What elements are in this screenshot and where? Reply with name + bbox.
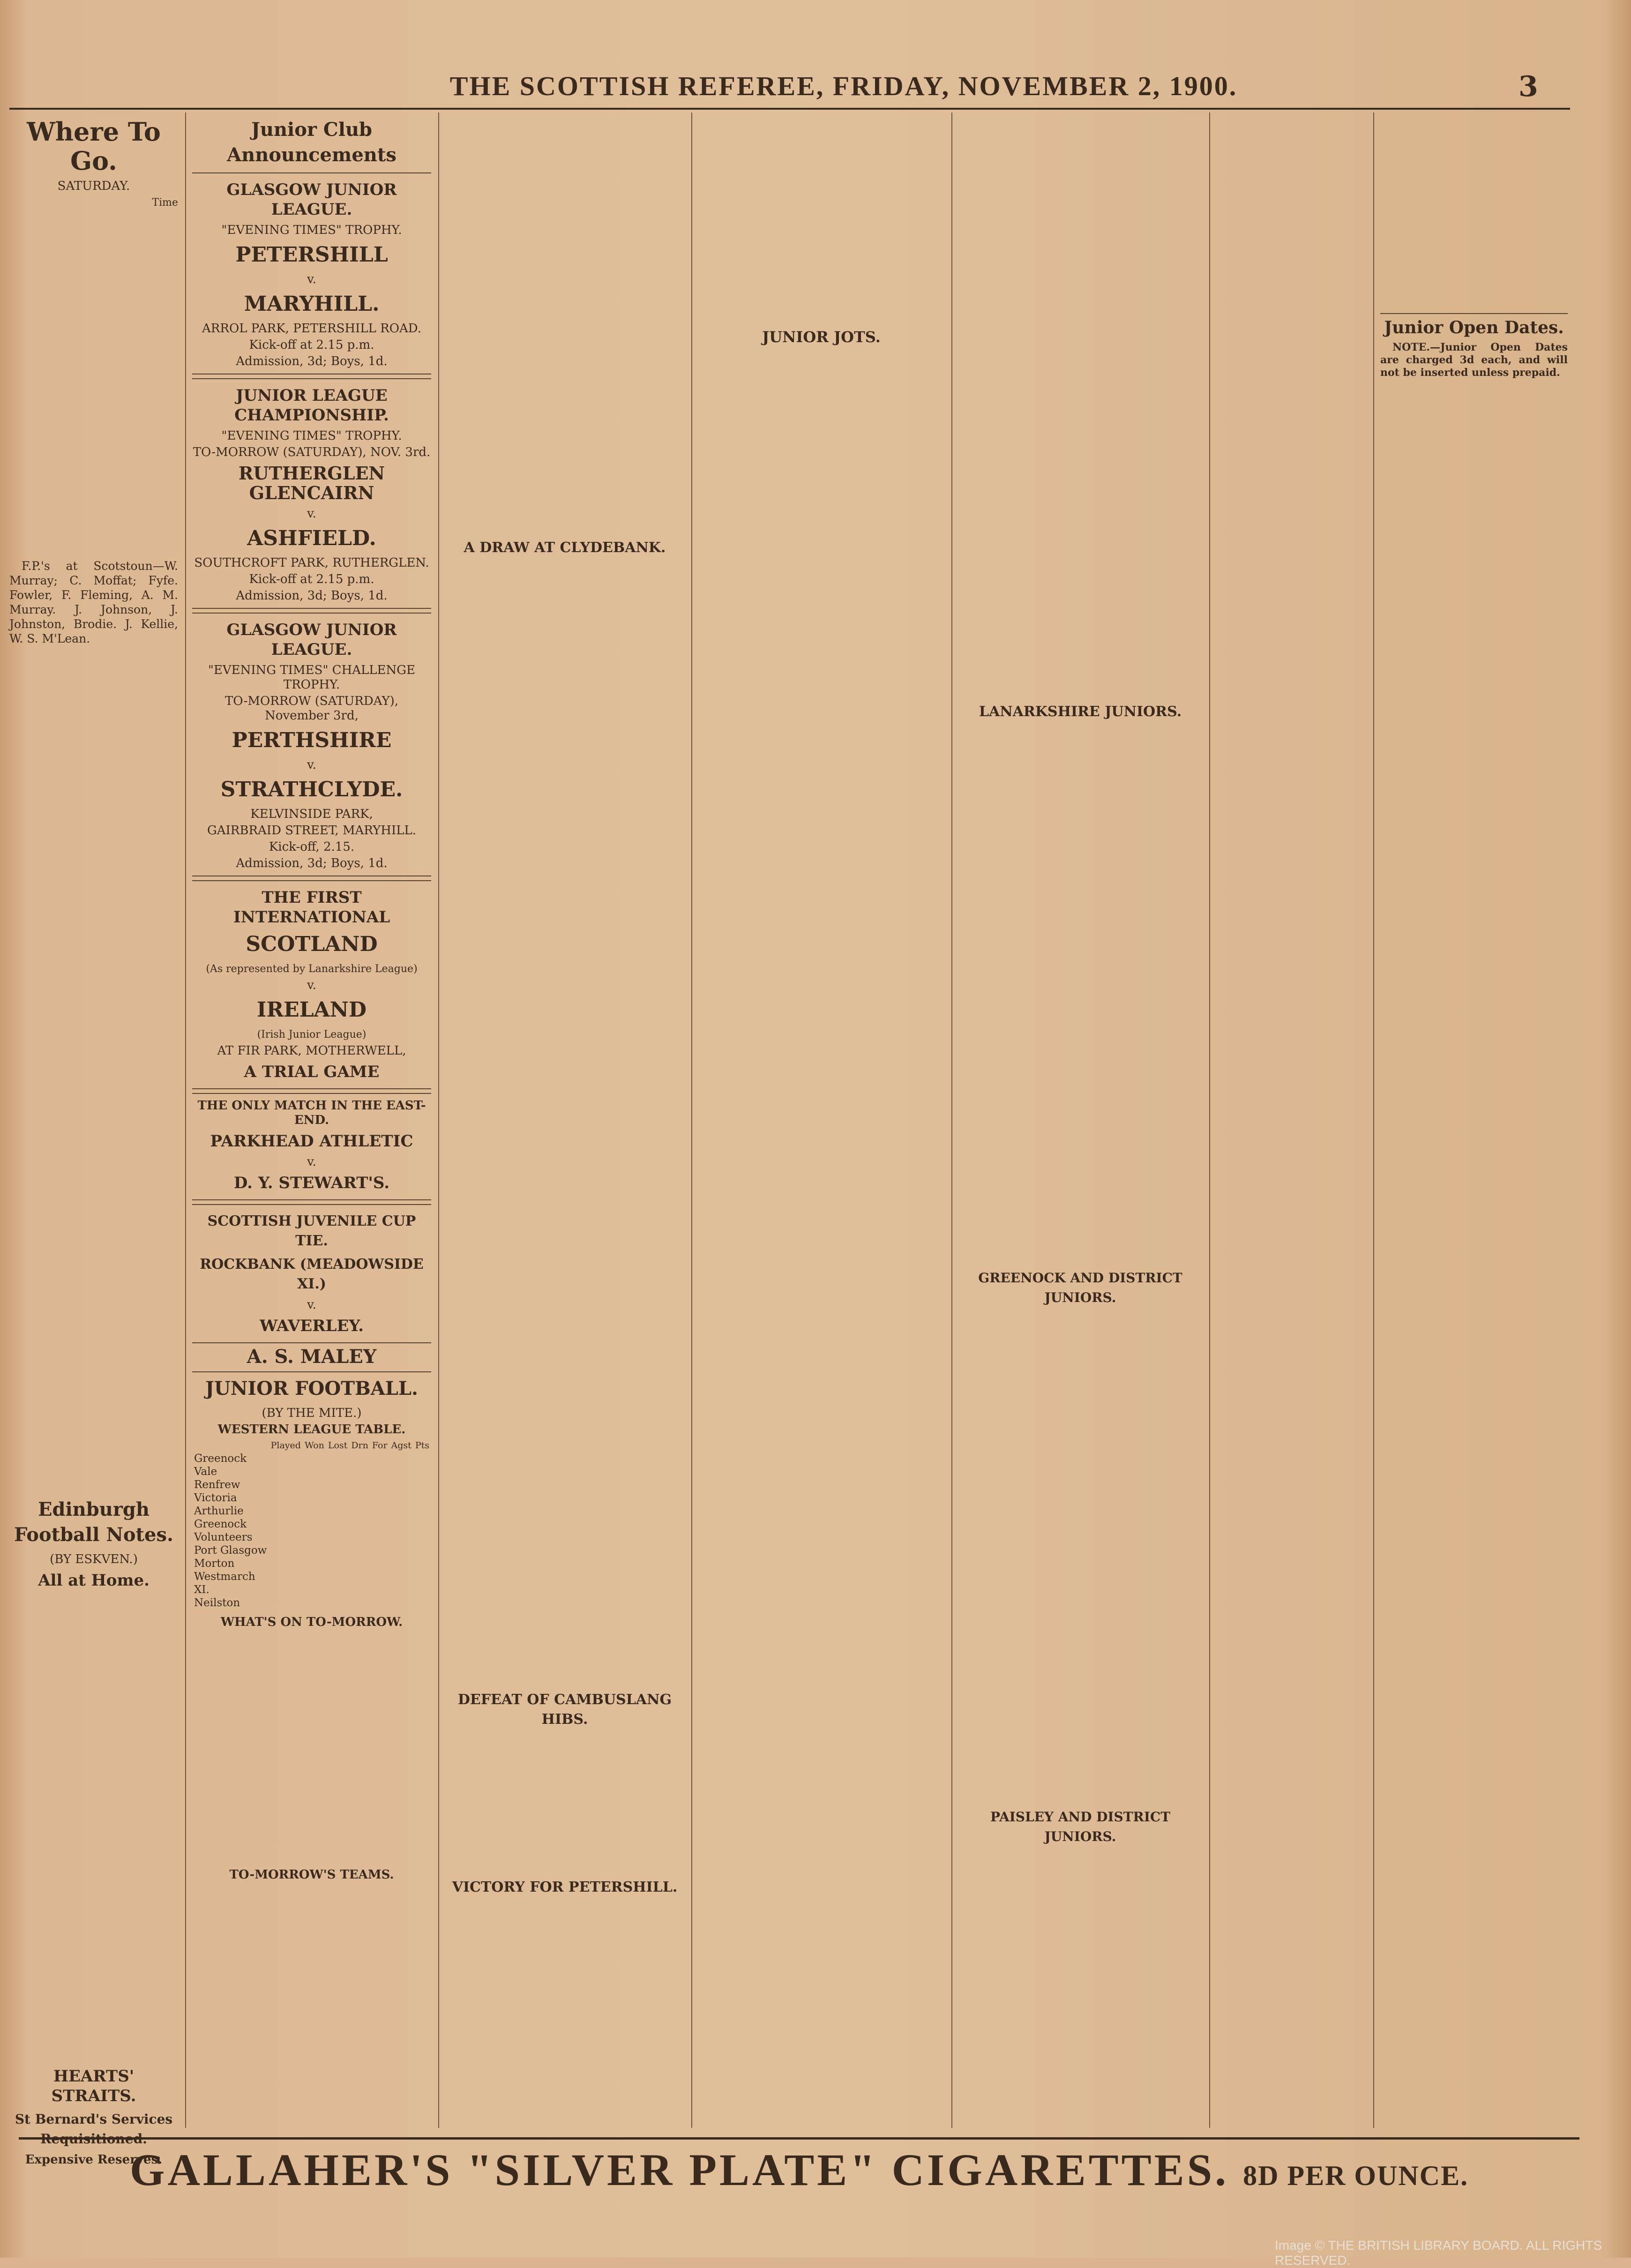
day-label: SATURDAY. [57, 179, 130, 193]
table-cell [326, 1505, 349, 1518]
admission: Admission, 3d; Boys, 1d. [236, 354, 388, 368]
table-cell [303, 1596, 326, 1609]
away-team: WAVERLEY. [259, 1317, 364, 1335]
table-cell [326, 1452, 349, 1478]
table-cell: Arthurlie [194, 1505, 244, 1517]
home-team: PERTHSHIRE [232, 728, 392, 752]
table-row [192, 1452, 431, 1478]
table-cell [370, 1544, 389, 1557]
table-header-cell: Pts [415, 1440, 429, 1451]
trophy-title: "EVENING TIMES" TROPHY. [221, 429, 402, 443]
table-cell [326, 1570, 349, 1596]
table-cell [349, 1478, 370, 1505]
versus: v. [307, 758, 316, 772]
masthead-title: THE SCOTTISH REFEREE, FRIDAY, NOVEMBER 2, 1900. [449, 71, 1238, 101]
report-text [958, 112, 1202, 698]
table-cell [303, 1544, 326, 1557]
petershill-notice [192, 172, 431, 374]
table-cell [349, 1596, 370, 1609]
table-cell [269, 1478, 303, 1505]
match-date: TO-MORROW (SATURDAY), November 3rd, [224, 694, 399, 723]
venue: KELVINSIDE PARK, [250, 807, 373, 821]
versus: v. [307, 507, 316, 521]
table-cell [269, 1505, 303, 1518]
table-cell [413, 1557, 431, 1570]
maley-advert: A. S. MALEY [247, 1346, 377, 1368]
table-cell [389, 1570, 413, 1596]
column-divider [1209, 112, 1210, 2128]
table-cell [269, 1557, 303, 1570]
table-cell [413, 1505, 431, 1518]
table-cell [269, 1596, 303, 1609]
st-bernards-heading: St Bernard's Services Requisitioned. [15, 2111, 173, 2147]
home-team: PARKHEAD ATHLETIC [210, 1132, 413, 1151]
column-divider [438, 112, 439, 2128]
greenock-juniors-heading: GREENOCK AND DISTRICT JUNIORS. [978, 1270, 1182, 1305]
masthead-rule [9, 108, 1570, 110]
admission: Admission, 3d; Boys, 1d. [236, 589, 388, 603]
edinburgh-notes-heading: Edinburgh Football Notes. [14, 1498, 173, 1546]
intl-note-irish: (Irish Junior League) [257, 1029, 367, 1040]
table-cell [389, 1518, 413, 1544]
junior-jots-heading: JUNIOR JOTS. [762, 328, 881, 346]
table-cell [413, 1544, 431, 1557]
table-cell [370, 1518, 389, 1544]
table-cell: Westmarch XI. [194, 1571, 255, 1596]
table-cell: Morton [194, 1557, 235, 1570]
kickoff: Kick-off at 2.15 p.m. [249, 572, 374, 586]
fixtures-intro: F.P.'s at Scotstoun—W. Murray; C. Moffat; Fyfe. Fowler, F. Fleming, A. M. Murray. J. Johnson, J. Johnston, Brodie. J. Kellie, W. S. M'Lean. [9, 559, 178, 645]
table-header-cell [192, 1439, 269, 1452]
versus: v. [307, 1298, 316, 1312]
where-to-go-heading: Where To Go. [27, 117, 161, 176]
table-header-cell: Won [304, 1440, 324, 1451]
edinburgh-notes-byline: (BY ESKVEN.) [50, 1552, 138, 1566]
table-cell [349, 1452, 370, 1478]
column-open-dates [1380, 112, 1568, 2128]
column-divider [1373, 112, 1374, 2128]
junior-football-byline: (BY THE MITE.) [262, 1406, 362, 1420]
league-title: JUNIOR LEAGUE CHAMPIONSHIP. [234, 386, 389, 425]
table-cell [370, 1570, 389, 1596]
versus: v. [307, 1155, 316, 1169]
whats-on-list [192, 1632, 431, 1866]
intl-team-scotland: SCOTLAND [246, 932, 378, 956]
table-cell: Neilston [194, 1597, 240, 1609]
table-cell [326, 1596, 349, 1609]
away-team: MARYHILL. [244, 292, 380, 316]
table-cell [413, 1452, 431, 1478]
expensive-reserves-heading: Expensive Reserves. [25, 2153, 163, 2167]
table-cell [303, 1452, 326, 1478]
table-cell [370, 1452, 389, 1478]
table-cell: Port Glasgow [194, 1544, 267, 1557]
gallahers-cigarettes-advert [19, 2137, 1579, 2201]
victory-petershill-heading: VICTORY FOR PETERSHILL. [452, 1879, 678, 1895]
table-cell [389, 1544, 413, 1557]
table-row [192, 1596, 431, 1609]
table-cell [326, 1544, 349, 1557]
all-at-home-heading: All at Home. [38, 1571, 150, 1590]
admission: Admission, 3d; Boys, 1d. [236, 856, 388, 870]
column-junior-jots [698, 112, 944, 2128]
table-cell [370, 1596, 389, 1609]
away-team: D. Y. STEWART'S. [233, 1174, 390, 1192]
league-title: GLASGOW JUNIOR LEAGUE. [226, 621, 397, 659]
column-divider [691, 112, 692, 2128]
whats-on-heading: WHAT'S ON TO-MORROW. [220, 1615, 403, 1629]
column-where-to-go [9, 112, 178, 2167]
table-cell [389, 1596, 413, 1609]
junior-announcements-heading: Junior Club Announcements [227, 119, 397, 166]
column-divider [951, 112, 952, 2128]
kickoff: Kick-off, 2.15. [269, 840, 355, 854]
intl-venue: AT FIR PARK, MOTHERWELL, [217, 1044, 406, 1058]
table-cell [303, 1505, 326, 1518]
table-cell: Greenock Volunteers [194, 1518, 253, 1543]
tomorrows-teams-heading: TO-MORROW'S TEAMS. [229, 1868, 394, 1882]
draw-at-clydebank-heading: A DRAW AT CLYDEBANK. [464, 539, 666, 556]
table-cell [303, 1557, 326, 1570]
column-match-reports [445, 112, 684, 2128]
advert-price: 8D PER OUNCE. [1243, 2160, 1469, 2191]
table-cell: Renfrew Victoria [194, 1479, 240, 1504]
table-cell [389, 1557, 413, 1570]
venue: ARROL PARK, PETERSHILL ROAD. [202, 322, 421, 336]
team-lines [9, 649, 178, 1492]
table-cell [349, 1544, 370, 1557]
venue: SOUTHCROFT PARK, RUTHERGLEN. [194, 556, 429, 570]
venue-street: GAIRBRAID STREET, MARYHILL. [207, 823, 417, 838]
edinburgh-notes-body [9, 1594, 178, 2063]
table-cell [413, 1596, 431, 1609]
hearts-straits-heading: HEARTS' STRAITS. [51, 2067, 136, 2105]
table-header-cell: For [372, 1440, 388, 1451]
table-cell [349, 1557, 370, 1570]
match-date: TO-MORROW (SATURDAY), NOV. 3rd. [193, 445, 431, 459]
table-cell [413, 1518, 431, 1544]
report-text [445, 561, 684, 1686]
table-row [192, 1518, 431, 1544]
table-row [192, 1570, 431, 1596]
table-cell [269, 1544, 303, 1557]
trial-game-heading: A TRIAL GAME [244, 1063, 380, 1081]
table-cell [303, 1478, 326, 1505]
table-row [192, 1478, 431, 1505]
cup-heading: SCOTTISH JUVENILE CUP TIE. [207, 1213, 416, 1249]
table-cell [349, 1518, 370, 1544]
juvenile-cup-notice [192, 1204, 431, 1343]
table-cell [326, 1478, 349, 1505]
column-divider [185, 112, 186, 2128]
east-end-notice [192, 1093, 431, 1200]
open-dates-note: NOTE.—Junior Open Dates are charged 3d each, and will not be inserted unless prepaid. [1380, 341, 1568, 379]
home-team: ROCKBANK (MEADOWSIDE XI.) [200, 1256, 424, 1292]
table-cell [413, 1478, 431, 1505]
report-text [958, 726, 1202, 1265]
report-text [698, 112, 944, 323]
table-cell [370, 1557, 389, 1570]
kickoff: Kick-off at 2.15 p.m. [249, 338, 374, 352]
table-cell [326, 1518, 349, 1544]
report-text [445, 112, 684, 534]
lanarkshire-juniors-heading: LANARKSHIRE JUNIORS. [979, 704, 1182, 720]
league-title: GLASGOW JUNIOR LEAGUE. [226, 180, 397, 219]
table-cell [370, 1505, 389, 1518]
copyright-notice: Image © THE BRITISH LIBRARY BOARD. ALL RIGHTS RESERVED. [1275, 2238, 1602, 2268]
international-notice [192, 880, 431, 1089]
table-cell [389, 1452, 413, 1478]
cambuslang-hibs-heading: DEFEAT OF CAMBUSLANG HIBS. [457, 1692, 672, 1728]
table-header-cell: Agst [391, 1440, 411, 1451]
trophy-title: "EVENING TIMES" TROPHY. [221, 223, 402, 237]
table-cell [269, 1452, 303, 1478]
table-header-cell: Played [270, 1440, 301, 1451]
table-header-cell: Lost [328, 1440, 348, 1451]
away-team: ASHFIELD. [247, 526, 376, 550]
table-cell [389, 1505, 413, 1518]
fixture-list [9, 210, 178, 559]
column-junior-announcements [192, 112, 431, 2128]
table-cell [326, 1557, 349, 1570]
home-team: PETERSHILL [235, 243, 388, 267]
home-team: RUTHERGLEN GLENCAIRN [238, 463, 385, 503]
table-header-cell: Drn [351, 1440, 368, 1451]
paisley-juniors-heading: PAISLEY AND DISTRICT JUNIORS. [990, 1809, 1171, 1844]
table-cell [349, 1505, 370, 1518]
table-row [192, 1557, 431, 1570]
report-text [958, 1311, 1202, 1804]
table-cell [349, 1570, 370, 1596]
report-text [1380, 112, 1568, 309]
table-cell [389, 1478, 413, 1505]
table-cell [303, 1570, 326, 1596]
table-cell [413, 1570, 431, 1596]
perthshire-notice [192, 613, 431, 876]
rutherglen-notice [192, 378, 431, 609]
time-label: Time [152, 197, 178, 209]
western-league-table [192, 1439, 431, 1609]
table-cell: Greenock Vale [194, 1452, 247, 1478]
column-district-juniors [958, 112, 1202, 2128]
table-row [192, 1505, 431, 1518]
table-row [192, 1544, 431, 1557]
table-header-row [192, 1439, 431, 1452]
table-cell [269, 1518, 303, 1544]
report-text [445, 1733, 684, 1874]
table-cell [303, 1518, 326, 1544]
western-league-heading: WESTERN LEAGUE TABLE. [217, 1422, 406, 1437]
intl-heading: THE FIRST INTERNATIONAL [233, 888, 390, 927]
versus: v. [307, 272, 316, 286]
intl-note: (As represented by Lanarkshire League) [206, 963, 418, 975]
table-cell [370, 1478, 389, 1505]
advert-text: GALLAHER'S "SILVER PLATE" CIGARETTES. [129, 2145, 1229, 2195]
intl-team-ireland: IRELAND [256, 998, 367, 1022]
versus: v. [307, 978, 316, 992]
away-team: STRATHCLYDE. [220, 778, 403, 801]
trophy-title: "EVENING TIMES" CHALLENGE TROPHY. [208, 663, 416, 692]
junior-open-dates-heading: Junior Open Dates. [1380, 313, 1568, 337]
table-cell [269, 1570, 303, 1596]
page-number: 3 [1519, 70, 1538, 103]
junior-football-heading: JUNIOR FOOTBALL. [192, 1371, 431, 1401]
east-end-heading: THE ONLY MATCH IN THE EAST-END. [197, 1099, 426, 1127]
